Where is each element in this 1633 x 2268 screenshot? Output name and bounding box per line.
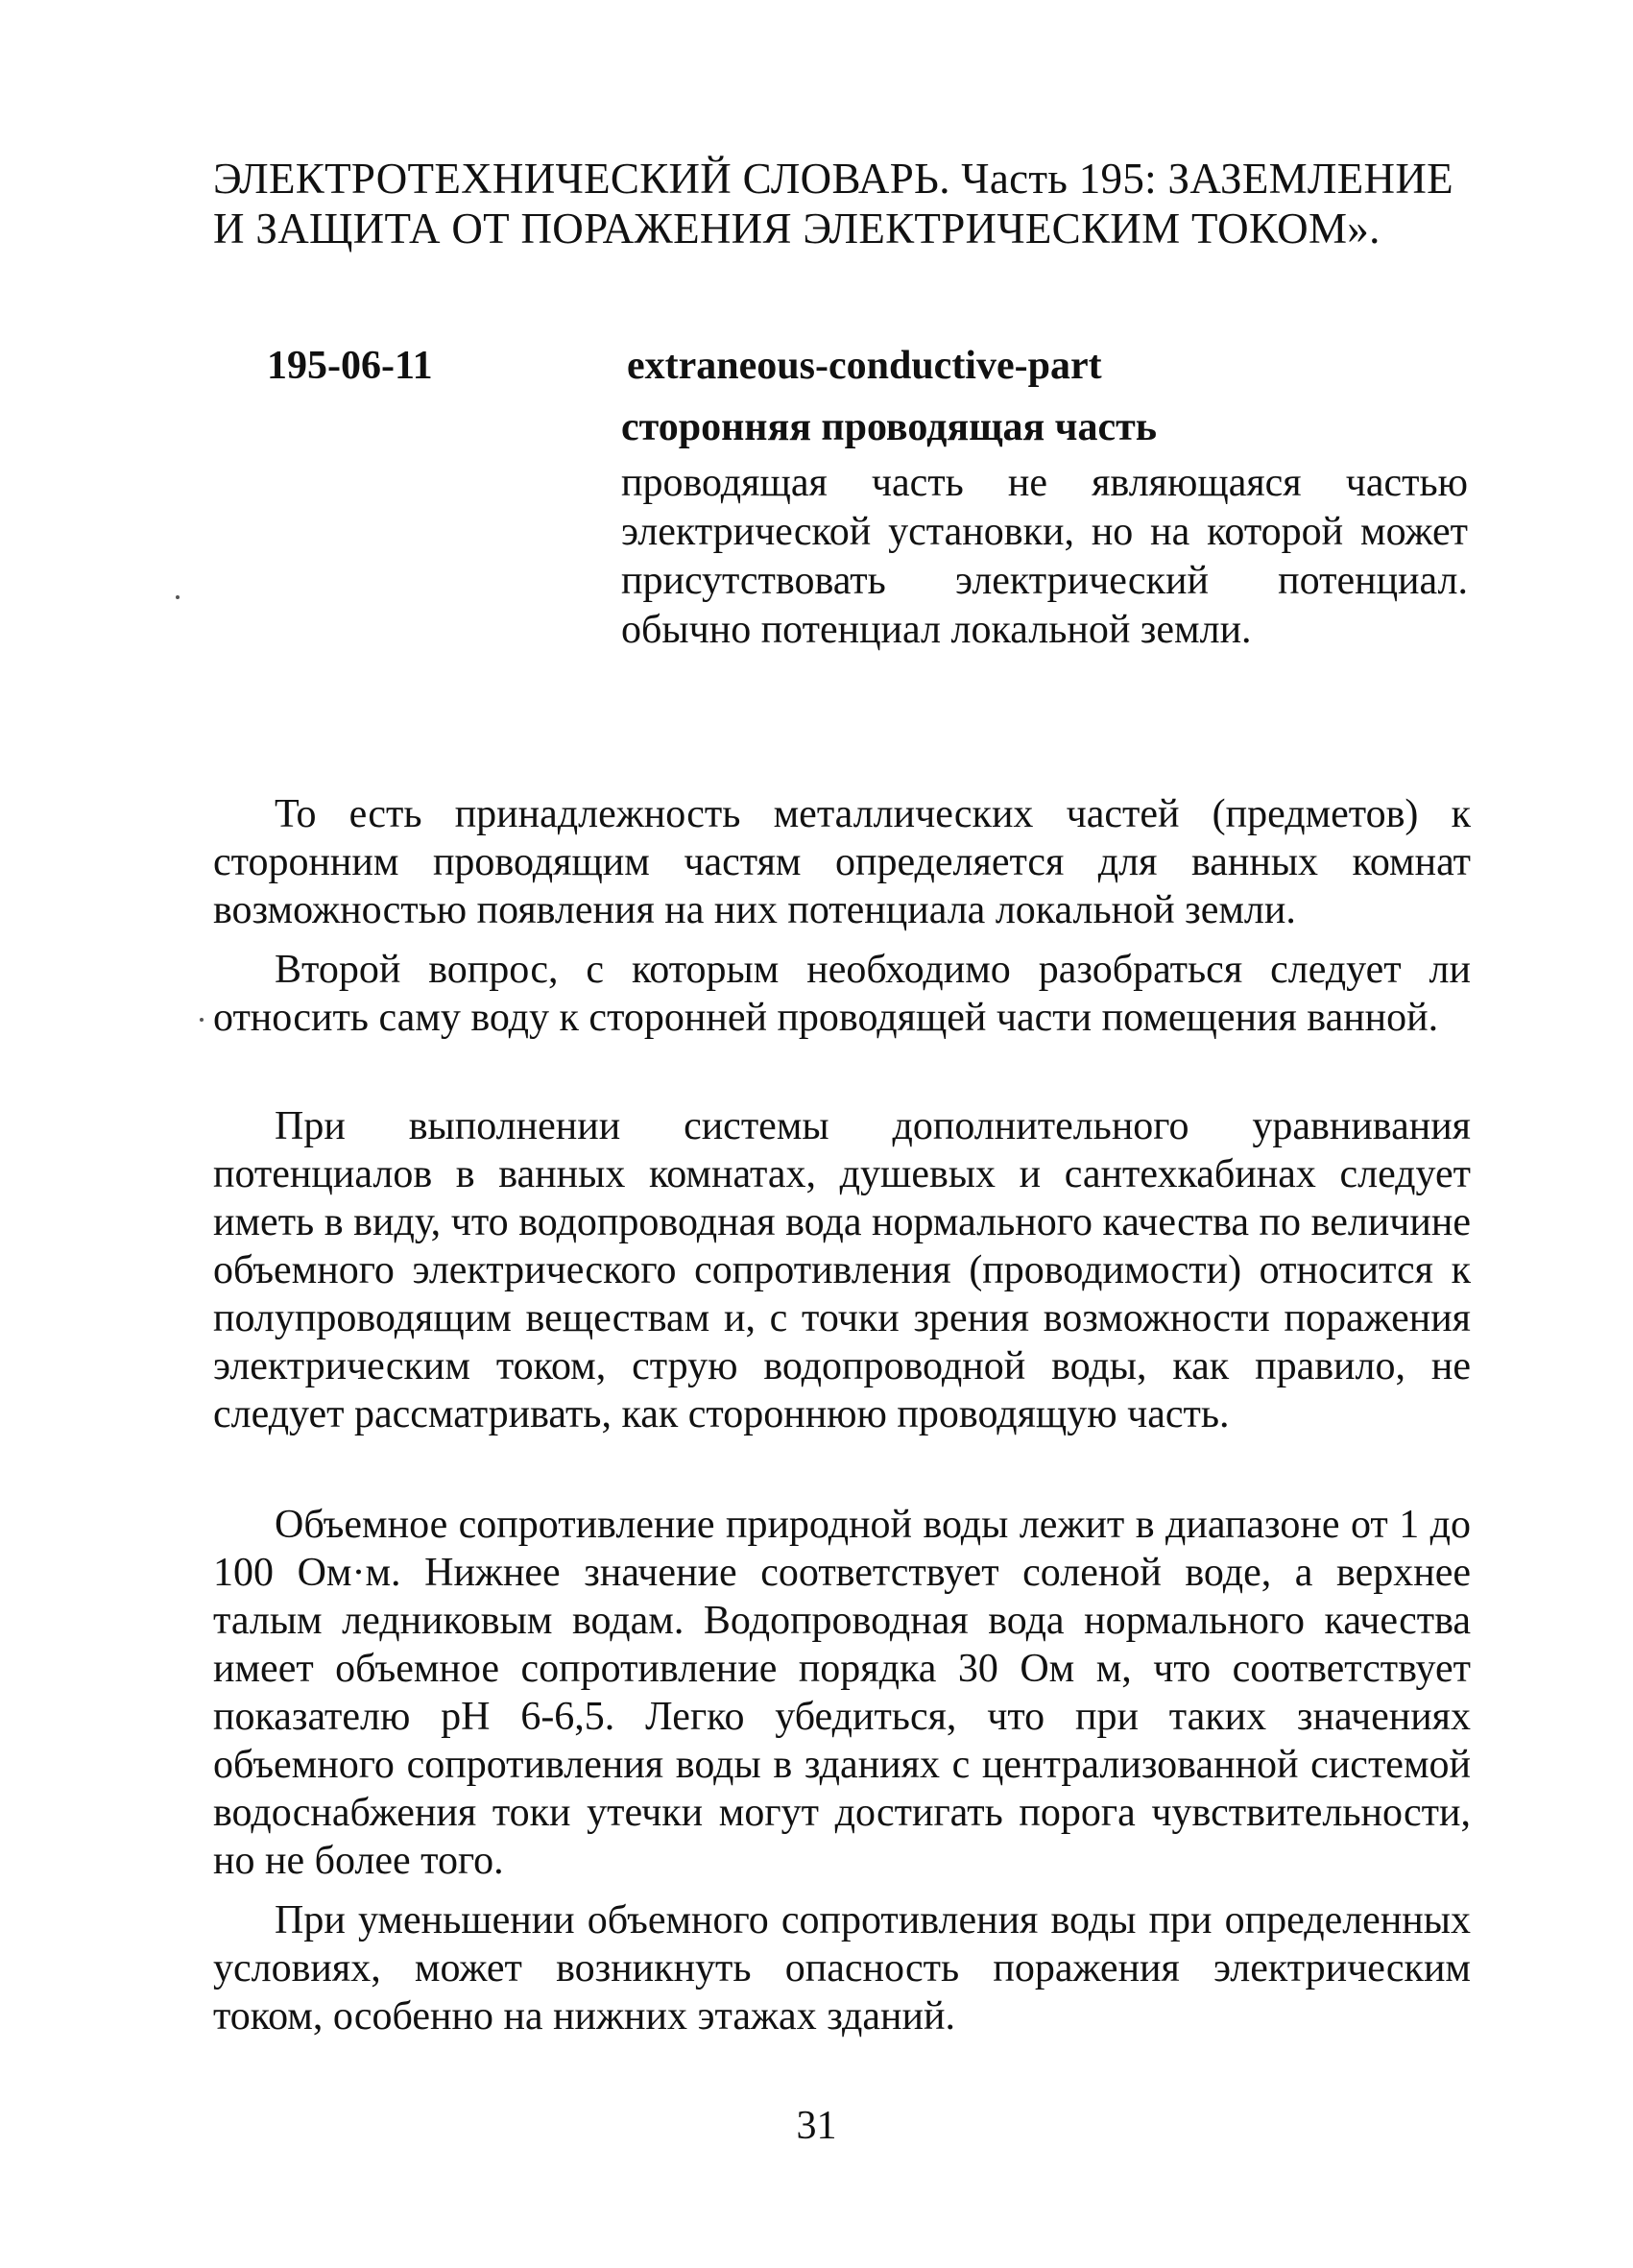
term-english: extraneous-conductive-part: [627, 344, 1102, 388]
paragraph-1: То есть принадлежность металлических частей (предметов) к сторонним проводящим частям определяется для ванных комнат возможностью появления на них потенциала локальной земли.: [213, 792, 1471, 932]
scan-speck: [176, 595, 180, 599]
term-definition: проводящая часть не являющаяся частью электрической установки, но на которой может присутствовать электрический потенциал. обычно потенциал локальной земли.: [621, 461, 1468, 652]
page-number: 31: [796, 2104, 837, 2148]
term-code: 195-06-11: [267, 344, 433, 388]
paragraph-2: Второй вопрос, с которым необходимо разобраться следует ли относить саму воду к сторонней проводящей части помещения ванной.: [213, 948, 1471, 1040]
header-line-1: ЭЛЕКТРОТЕХНИЧЕСКИЙ СЛОВАРЬ. Часть 195: ЗАЗЕМЛЕНИЕ: [213, 155, 1453, 203]
header-line-2: И ЗАЩИТА ОТ ПОРАЖЕНИЯ ЭЛЕКТРИЧЕСКИМ ТОКОМ».: [213, 205, 1381, 253]
paragraph-5: При уменьшении объемного сопротивления воды при определенных условиях, может возникнуть опасность поражения электрическим током, особенно на нижних этажах зданий.: [213, 1898, 1471, 2039]
term-russian: сторонняя проводящая часть: [621, 405, 1157, 449]
paragraph-4: Объемное сопротивление природной воды лежит в диапазоне от 1 до 100 Ом·м. Нижнее значение соответствует соленой воде, а верхнее талым ледниковым водам. Водопроводная вода нормального качества имеет объемное сопротивление порядка 30 Ом м, что соответствует показателю pH 6-6,5. Легко убедиться, что при таких значениях объемного сопротивления воды в зданиях с централизованной системой водоснабжения токи утечки могут достигать порога чувствительности, но не более того.: [213, 1503, 1471, 1883]
paragraph-3: При выполнении системы дополнительного уравнивания потенциалов в ванных комнатах, душевых и сантехкабинах следует иметь в виду, что водопроводная вода нормального качества по величине объемного электрического сопротивления (проводимости) относится к полупроводящим веществам и, с точки зрения возможности поражения электрическим током, струю водопроводной воды, как правило, не следует рассматривать, как стороннюю проводящую часть.: [213, 1104, 1471, 1436]
scan-speck: [200, 1018, 204, 1022]
